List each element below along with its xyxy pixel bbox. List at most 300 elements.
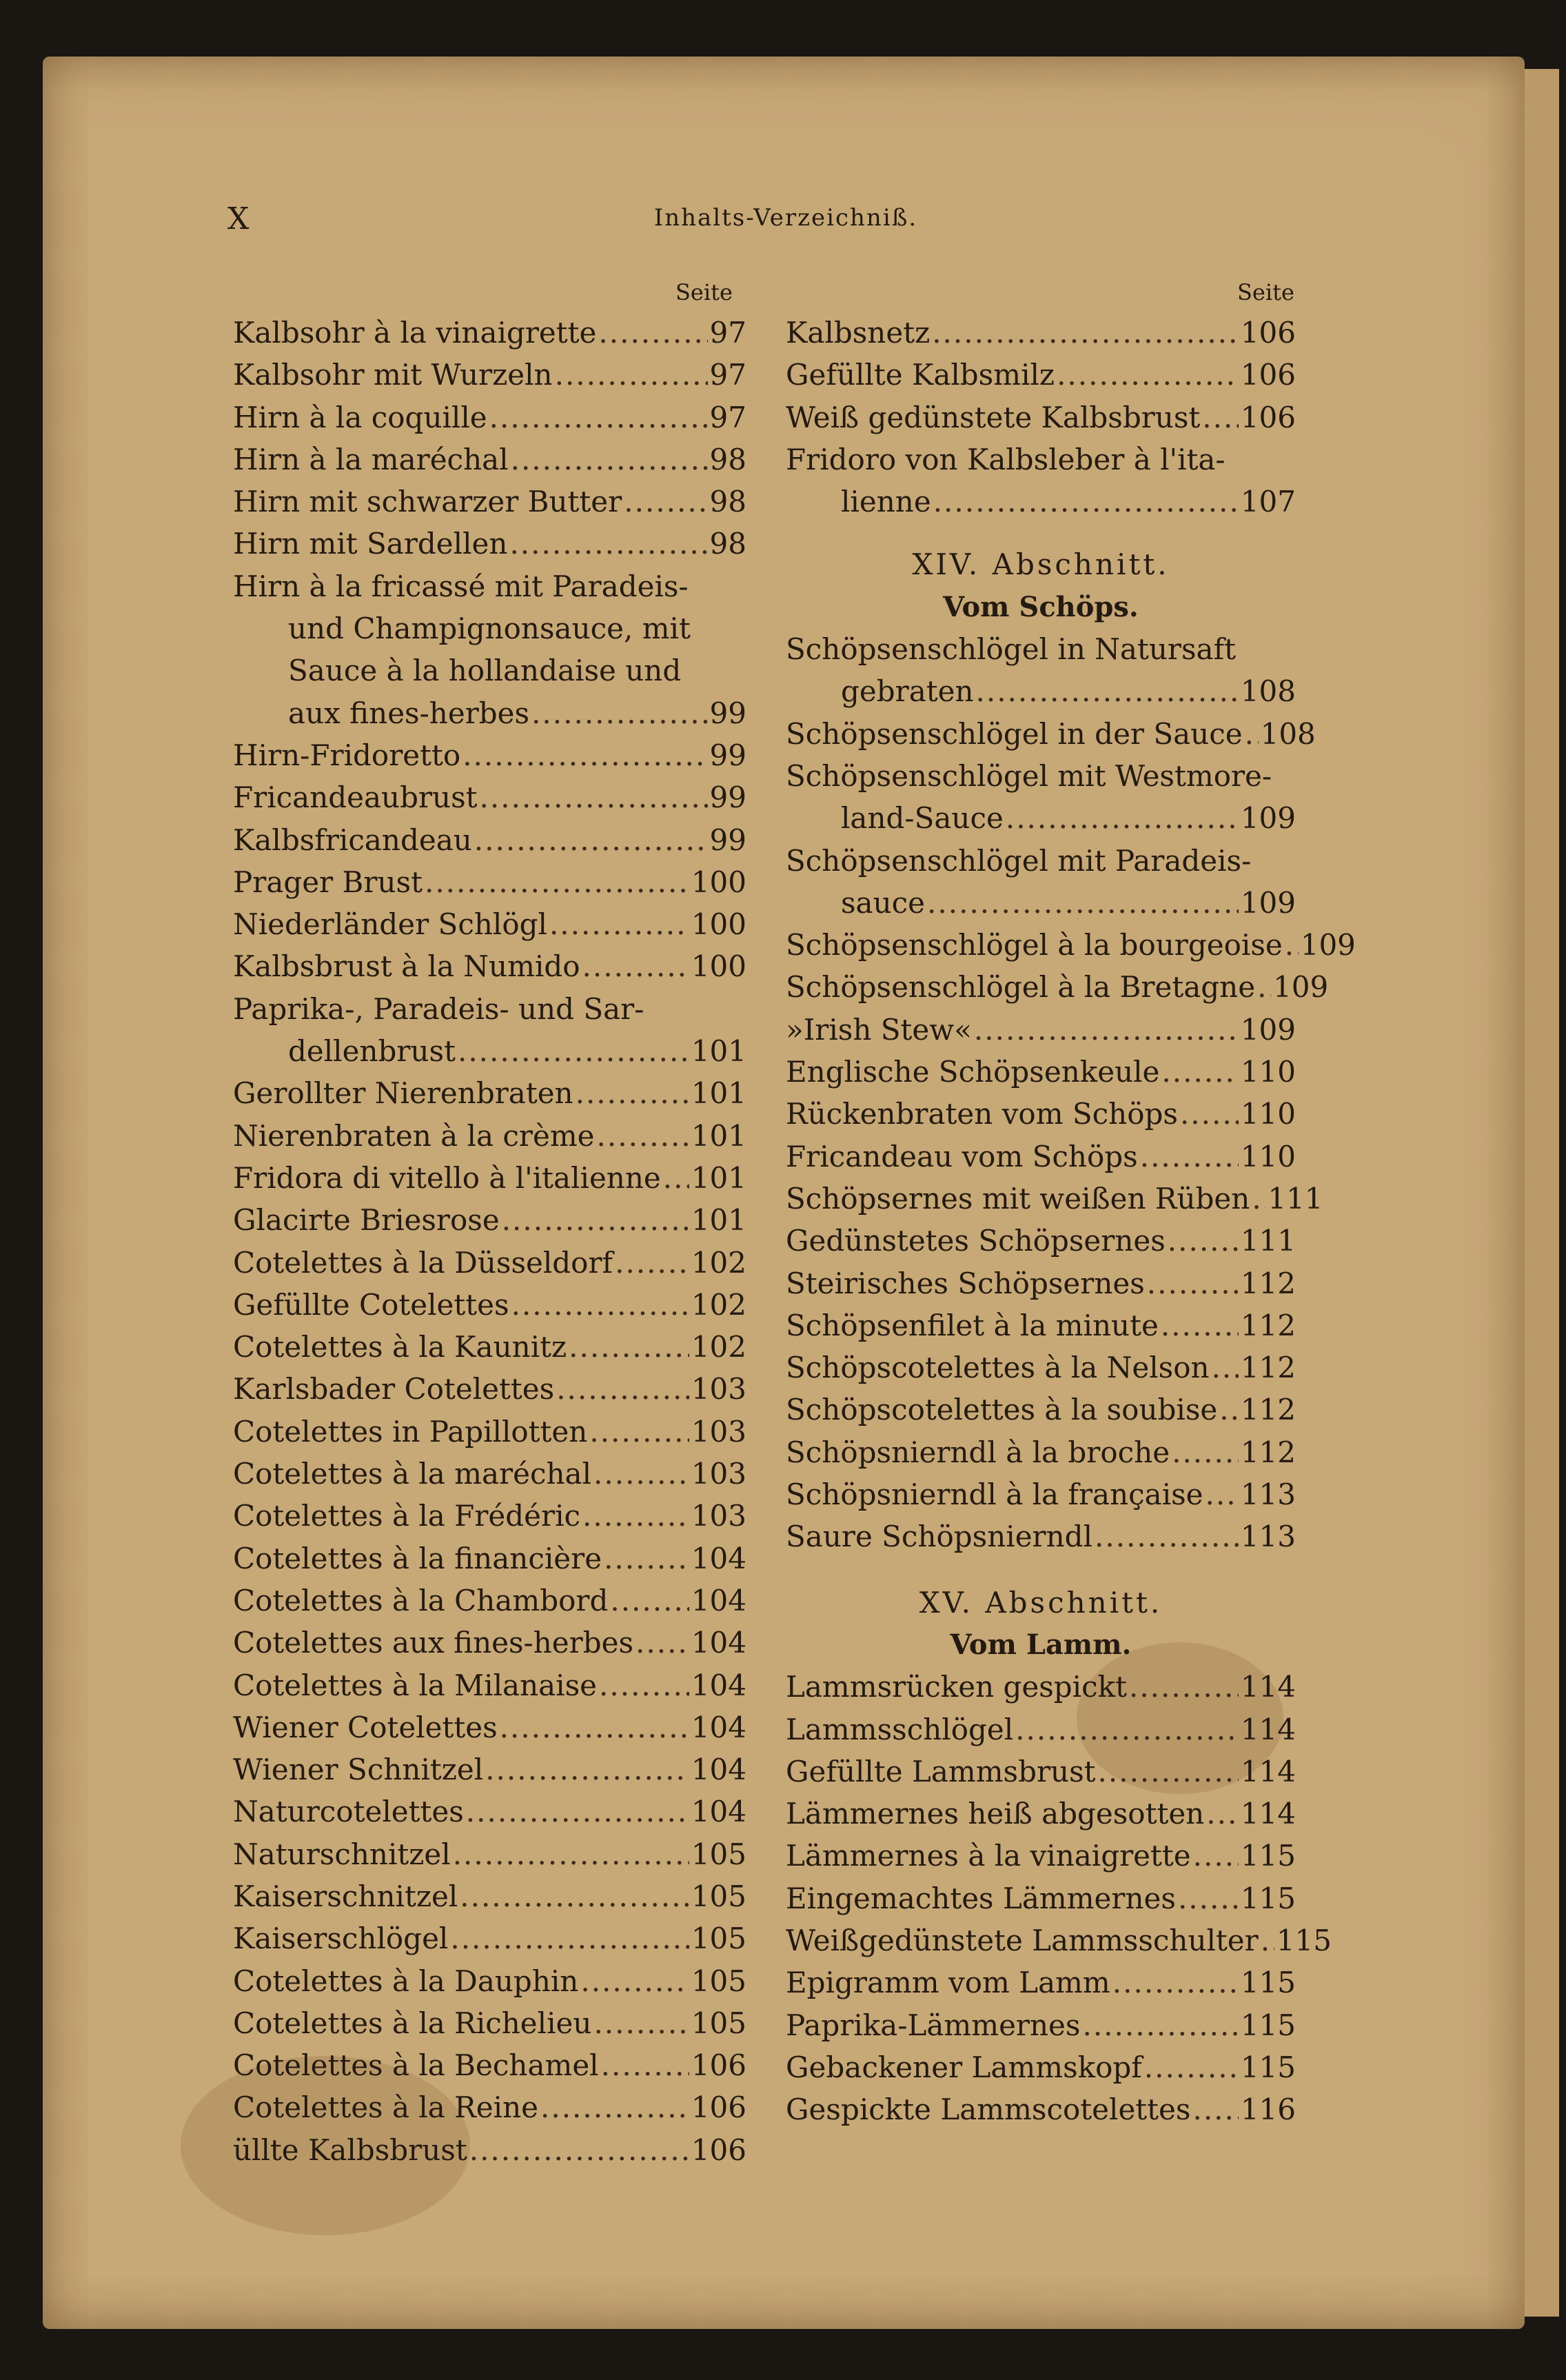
toc-entry [233,1537,746,1580]
toc-entry [786,1389,1296,1431]
toc-entry-page: 114 [1240,1670,1296,1704]
toc-entry-title: Weiß gedünstete Kalbsbrust [786,400,1201,434]
toc-entry-page: 115 [1240,2008,1296,2042]
dot-leader [610,1580,689,1622]
dot-leader [927,882,1239,924]
toc-entry-page: 115 [1240,1839,1296,1873]
dot-leader [1206,1473,1239,1515]
left-column [233,312,746,2171]
toc-entry-page: 102 [691,1245,746,1280]
toc-entry [786,2046,1296,2088]
dot-leader [453,1833,689,1875]
toc-entry [786,1220,1296,1262]
dot-leader [1202,396,1239,438]
toc-entry-title: Cotelettes à la Düsseldorf [233,1245,613,1280]
dot-leader [509,523,707,565]
dot-leader [624,481,707,523]
toc-entry-line: Paprika-, Paradeis- und Sar- [233,991,644,1026]
dot-leader [589,1411,689,1453]
dot-leader [601,2044,689,2086]
toc-entry-page: 112 [1240,1308,1296,1342]
toc-entry-title: Gebackener Lammskopf [786,2050,1142,2084]
spacer [786,1558,1296,1582]
toc-entry-page: 98 [709,442,746,476]
dot-leader [597,1115,689,1157]
dot-leader [549,903,689,945]
section-xv-heading: XV. Abschnitt. [919,1585,1163,1620]
toc-entry-page: 108 [1240,674,1296,709]
dot-leader [462,734,707,776]
dot-leader [933,481,1239,523]
toc-entry [233,2086,746,2128]
toc-entry [233,1157,746,1199]
toc-entry-title: Schöpsnierndl à la française [786,1478,1203,1512]
toc-entry-title: Cotelettes à la Milanaise [233,1668,598,1702]
toc-entry-title: Lammsschlögel [786,1712,1014,1746]
toc-entry-title: Cotelettes in Papillotten [233,1414,588,1449]
dot-leader [576,1072,689,1114]
dot-leader [466,1791,689,1833]
toc-entry-title: Lammsrücken gespickt [786,1670,1127,1704]
toc-entry-title: Eingemachtes Lämmernes [786,1881,1176,1915]
toc-entry-title: Prager Brust [233,865,423,899]
toc-entry-page: 107 [1240,485,1296,519]
dot-leader [1261,1919,1274,1962]
section-xiv-subheading: Vom Schöps. [943,590,1139,623]
toc-entry-title: Cotelettes à la financière [233,1541,602,1575]
toc-entry-title: Kalbsnetz [786,316,931,350]
toc-entry-title: Gerollter Nierenbraten [233,1076,573,1111]
toc-entry [786,481,1296,523]
toc-entry-page: 111 [1240,1224,1296,1258]
left-entry-list [233,312,746,2171]
dot-leader [580,1960,689,2002]
toc-entry-title: Cotelettes à la Kaunitz [233,1330,567,1364]
toc-entry [233,312,746,354]
toc-entry-page: 109 [1273,970,1329,1005]
toc-entry-page: 98 [709,485,746,519]
toc-entry-page: 115 [1240,1881,1296,1915]
seite-label-left: Seite [675,279,733,305]
toc-entry-title: Kalbsohr mit Wurzeln [233,358,553,392]
toc-entry-page: 100 [691,949,746,984]
toc-entry-title: üllte Kalbsbrust [233,2132,467,2167]
toc-entry-title: Naturschnitzel [233,1837,451,1871]
toc-entry-page: 115 [1240,2050,1296,2084]
toc-entry-page: 106 [691,2090,746,2125]
dot-leader [469,2129,689,2171]
toc-entry [233,523,746,565]
toc-entry-title: Gespickte Lammscotelettes [786,2092,1191,2127]
toc-entry-title: Steirisches Schöpsernes [786,1266,1145,1300]
toc-entry-page: 105 [691,1879,746,1913]
toc-entry-page: 110 [1240,1139,1296,1173]
toc-entry-page: 102 [691,1287,746,1322]
section-xv-list [786,1666,1332,2130]
toc-entry-page: 112 [1240,1266,1296,1300]
toc-entry-page: 97 [709,316,746,350]
dot-leader [593,1453,689,1495]
toc-entry-title: Wiener Cotelettes [233,1710,498,1744]
toc-entry [786,1877,1296,1919]
toc-entry [786,797,1296,839]
toc-entry [233,1960,746,2002]
toc-entry [786,1051,1296,1093]
toc-entry [233,1072,746,1114]
dot-leader [593,2002,689,2044]
dot-leader [1178,1877,1239,1919]
dot-leader [1144,2046,1239,2088]
toc-entry [233,1411,746,1453]
toc-entry-title: Rückenbraten vom Schöps [786,1097,1178,1131]
toc-entry-title: Nierenbraten à la crème [233,1118,595,1153]
toc-entry-title: Gedünstetes Schöpsernes [786,1224,1166,1258]
toc-entry-title: Niederländer Schlögl [233,907,547,942]
toc-entry-title: Paprika-Lämmernes [786,2008,1081,2042]
toc-entry-title: Kalbsohr à la vinaigrette [233,316,597,350]
toc-entry-title: Cotelettes à la Chambord [233,1583,609,1617]
toc-entry-title: Wiener Schnitzel [233,1753,484,1787]
toc-entry-line: Hirn à la fricassé mit Paradeis- [233,569,689,603]
dot-leader [480,776,708,818]
toc-entry-page: 100 [691,865,746,899]
toc-entry-page: 103 [691,1457,746,1491]
toc-entry [786,1093,1296,1135]
toc-entry-line: Fridoro von Kalbsleber à l'ita- [786,442,1226,476]
toc-entry [233,945,746,987]
dot-leader [1095,1515,1239,1557]
toc-entry-page: 112 [1240,1435,1296,1469]
section-xv-subheading: Vom Lamm. [950,1628,1132,1661]
toc-entry-page: 102 [691,1330,746,1364]
dot-leader [976,670,1239,712]
toc-entry-page: 101 [691,1160,746,1195]
toc-entry [233,1875,746,1917]
right-entry-list [786,312,1296,523]
dot-leader [1161,1304,1239,1347]
toc-entry-page: 99 [709,780,746,815]
toc-entry-title: Karlsbader Cotelettes [233,1372,555,1406]
toc-entry-page: 105 [691,1837,746,1871]
toc-entry-page: 109 [1240,801,1296,836]
toc-entry [786,1919,1332,1962]
toc-entry [786,1708,1296,1751]
dot-leader [1180,1093,1239,1135]
dot-leader [599,1664,689,1706]
toc-entry-page: 106 [1240,358,1296,392]
dot-leader [1192,2088,1238,2130]
dot-leader [1082,2004,1238,2046]
toc-entry [233,1664,746,1706]
toc-entry-title: »Irish Stew« [786,1012,972,1047]
toc-entry-title: Cotelettes à la Bechamel [233,2048,599,2083]
dot-leader [615,1242,689,1284]
toc-entry-title: Fridora di vitello à l'italienne [233,1160,661,1195]
toc-entry [233,1242,746,1284]
toc-entry-page: 98 [709,527,746,561]
toc-entry-page: 114 [1240,1754,1296,1788]
toc-entry [786,1009,1296,1051]
dot-leader [1252,1178,1265,1220]
toc-entry [233,438,746,481]
toc-entry [233,1326,746,1368]
toc-entry-page: 103 [691,1499,746,1533]
dot-leader [1006,797,1239,839]
toc-entry-page: 104 [691,1541,746,1575]
toc-entry [233,1284,746,1326]
spacer [786,523,1296,543]
toc-entry-title: Cotelettes à la Richelieu [233,2006,592,2040]
dot-leader [556,1368,689,1410]
toc-entry-page: 104 [691,1668,746,1702]
toc-entry-line: Schöpsenschlögel in Natursaft [786,632,1236,667]
dot-leader [1129,1666,1239,1708]
dot-leader [460,1875,689,1917]
toc-entry [786,882,1296,924]
toc-entry-page: 113 [1240,1520,1296,1554]
toc-entry-title: sauce [841,885,926,920]
toc-entry [786,670,1296,712]
dot-leader [450,1917,689,1959]
toc-entry-page: 106 [1240,316,1296,350]
toc-entry-page: 114 [1240,1712,1296,1746]
toc-entry [786,1793,1296,1835]
toc-entry-title: Weißgedünstete Lammsschulter [786,1923,1259,1957]
dot-leader [1212,1347,1239,1389]
toc-entry-page: 104 [691,1583,746,1617]
toc-entry-page: 111 [1268,1181,1323,1216]
toc-entry-page: 100 [691,907,746,942]
toc-entry-title: land-Sauce [841,801,1004,836]
toc-entry-page: 99 [709,823,746,857]
toc-entry-title: gebraten [841,674,974,709]
toc-entry [233,481,746,523]
toc-entry [786,1666,1296,1708]
dot-leader [604,1537,689,1580]
toc-entry-title: Schöpsenschlögel à la bourgeoise [786,928,1283,962]
toc-entry [786,924,1356,966]
toc-entry-title: Kalbsfricandeau [233,823,472,857]
toc-entry-page: 97 [709,358,746,392]
toc-entry [233,1917,746,1959]
section-xiv-heading: XIV. Abschnitt. [912,547,1170,582]
dot-leader [1057,354,1239,396]
dot-leader [500,1706,689,1748]
toc-entry-page: 109 [1300,928,1356,962]
toc-entry [786,1262,1296,1304]
toc-entry-page: 109 [1240,885,1296,920]
toc-entry [786,396,1296,438]
toc-entry-title: Fricandeau vom Schöps [786,1139,1138,1173]
dot-leader [1285,924,1299,966]
dot-leader [502,1199,689,1241]
toc-entry [786,966,1329,1008]
toc-entry-title: lienne [841,485,931,519]
toc-entry-page: 106 [691,2132,746,2167]
right-column [786,312,1356,2130]
toc-entry-page: 99 [709,738,746,772]
page-number: X [227,201,251,236]
toc-entry-page: 115 [1276,1923,1332,1957]
toc-entry-title: Gefüllte Kalbsmilz [786,358,1055,392]
toc-entry [786,1962,1296,2004]
seite-label-right: Seite [1237,279,1294,305]
toc-entry-title: Saure Schöpsnierndl [786,1520,1092,1554]
toc-entry [233,1833,746,1875]
toc-entry-title: Kaiserschnitzel [233,1879,458,1913]
dot-leader [974,1009,1239,1051]
dot-leader [485,1748,689,1791]
toc-entry-title: Schöpscotelettes à la soubise [786,1393,1218,1427]
toc-entry [233,1453,746,1495]
toc-entry [786,1473,1296,1515]
dot-leader [582,945,689,987]
toc-entry-page: 110 [1240,1097,1296,1131]
dot-leader [1147,1262,1239,1304]
toc-entry-title: Schöpsenschlögel à la Bretagne [786,970,1256,1005]
dot-leader [458,1030,689,1072]
toc-entry-page: 112 [1240,1351,1296,1385]
toc-entry-page: 103 [691,1372,746,1406]
toc-entry-title: Lämmernes à la vinaigrette [786,1839,1191,1873]
toc-entry [786,1347,1296,1389]
toc-entry-page: 114 [1240,1797,1296,1831]
toc-entry-page: 101 [691,1118,746,1153]
toc-entry-title: Gefüllte Cotelettes [233,1287,509,1322]
toc-entry-page: 106 [1240,400,1296,434]
toc-entry-page: 104 [691,1626,746,1660]
toc-entry-title: Gefüllte Lammsbrust [786,1754,1096,1788]
toc-entry-title: Schöpsenschlögel in der Sauce [786,716,1243,751]
toc-entry [786,354,1296,396]
dot-leader [474,819,708,861]
toc-entry-page: 97 [709,400,746,434]
dot-leader [1245,713,1259,755]
toc-entry-page: 112 [1240,1393,1296,1427]
toc-entry-title: Fricandeaubrust [233,780,478,815]
toc-entry [233,734,746,776]
running-header [227,201,1344,256]
toc-entry-title: Hirn-Fridoretto [233,738,461,772]
toc-entry-page: 103 [691,1414,746,1449]
toc-entry-title: Cotelettes à la maréchal [233,1457,592,1491]
toc-entry [786,2004,1296,2046]
toc-entry-title: Glacirte Briesrose [233,1203,500,1238]
toc-entry [786,1136,1296,1178]
dot-leader [531,692,707,734]
dot-leader [569,1326,689,1368]
toc-entry-title: Hirn mit schwarzer Butter [233,485,622,519]
toc-entry-title: aux fines-herbes [288,696,530,730]
toc-entry-title: Hirn à la maréchal [233,442,509,476]
dot-leader [582,1495,689,1537]
dot-leader [635,1622,689,1664]
toc-entry-title: Kalbsbrust à la Numido [233,949,580,984]
toc-entry-title: dellenbrust [288,1034,456,1069]
toc-entry-title: Naturcotelettes [233,1795,464,1829]
dot-leader [511,1284,689,1326]
toc-entry [233,1495,746,1537]
dot-leader [1161,1051,1238,1093]
dot-leader [598,312,707,354]
toc-entry [786,2088,1296,2130]
toc-entry [233,2002,746,2044]
toc-entry-page: 99 [709,696,746,730]
toc-entry [233,1791,746,1833]
toc-entry [233,396,746,438]
toc-entry-page: 113 [1240,1478,1296,1512]
toc-entry-title: Hirn à la coquille [233,400,487,434]
toc-entry-title: Cotelettes aux fines-herbes [233,1626,634,1660]
toc-entry [233,861,746,903]
toc-entry [233,1706,746,1748]
dot-leader [1140,1136,1239,1178]
dot-leader [489,396,708,438]
toc-entry-title: Cotelettes à la Frédéric [233,1499,581,1533]
toc-entry [233,819,746,861]
dot-leader [663,1157,689,1199]
toc-entry [786,1304,1296,1347]
toc-entry-title: Schöpscotelettes à la Nelson [786,1351,1210,1385]
toc-entry-page: 101 [691,1076,746,1111]
toc-entry [233,1622,746,1664]
toc-entry [786,1515,1296,1557]
toc-entry-line: Sauce à la hollandaise und [288,654,682,688]
toc-entry-title: Hirn mit Sardellen [233,527,508,561]
toc-entry-title: Schöpsenfilet à la minute [786,1308,1159,1342]
dot-leader [932,312,1239,354]
dot-leader [1168,1220,1239,1262]
toc-entry [233,903,746,945]
toc-entry [233,1030,746,1072]
toc-entry-page: 109 [1240,1012,1296,1047]
toc-entry [233,1580,746,1622]
dot-leader [555,354,708,396]
dot-leader [1257,966,1271,1008]
toc-entry-page: 110 [1240,1055,1296,1089]
toc-entry-title: Kaiserschlögel [233,1922,449,1956]
toc-entry [233,1368,746,1410]
toc-entry-page: 108 [1260,716,1316,751]
toc-entry [786,713,1316,755]
dot-leader [1098,1751,1239,1793]
dot-leader [540,2086,689,2128]
toc-entry [233,692,746,734]
toc-entry-page: 115 [1240,1966,1296,2000]
dot-leader [1206,1793,1239,1835]
toc-entry-page: 101 [691,1034,746,1069]
dot-leader [1219,1389,1239,1431]
toc-entry-title: Schöpsernes mit weißen Rüben [786,1181,1250,1216]
toc-entry-page: 104 [691,1795,746,1829]
toc-entry [233,776,746,818]
toc-entry [786,1835,1296,1877]
toc-entry [786,1751,1296,1793]
toc-entry-title: Cotelettes à la Reine [233,2090,538,2125]
toc-entry-page: 104 [691,1710,746,1744]
dot-leader [425,861,689,903]
section-xiv-list [786,628,1356,1558]
toc-entry [786,312,1296,354]
toc-entry [233,2044,746,2086]
toc-entry [233,1748,746,1791]
toc-entry [233,2129,746,2171]
toc-entry-page: 105 [691,1964,746,1998]
toc-entry [786,1431,1296,1473]
dot-leader [511,438,708,481]
dot-leader [1112,1962,1239,2004]
toc-entry-page: 106 [691,2048,746,2083]
